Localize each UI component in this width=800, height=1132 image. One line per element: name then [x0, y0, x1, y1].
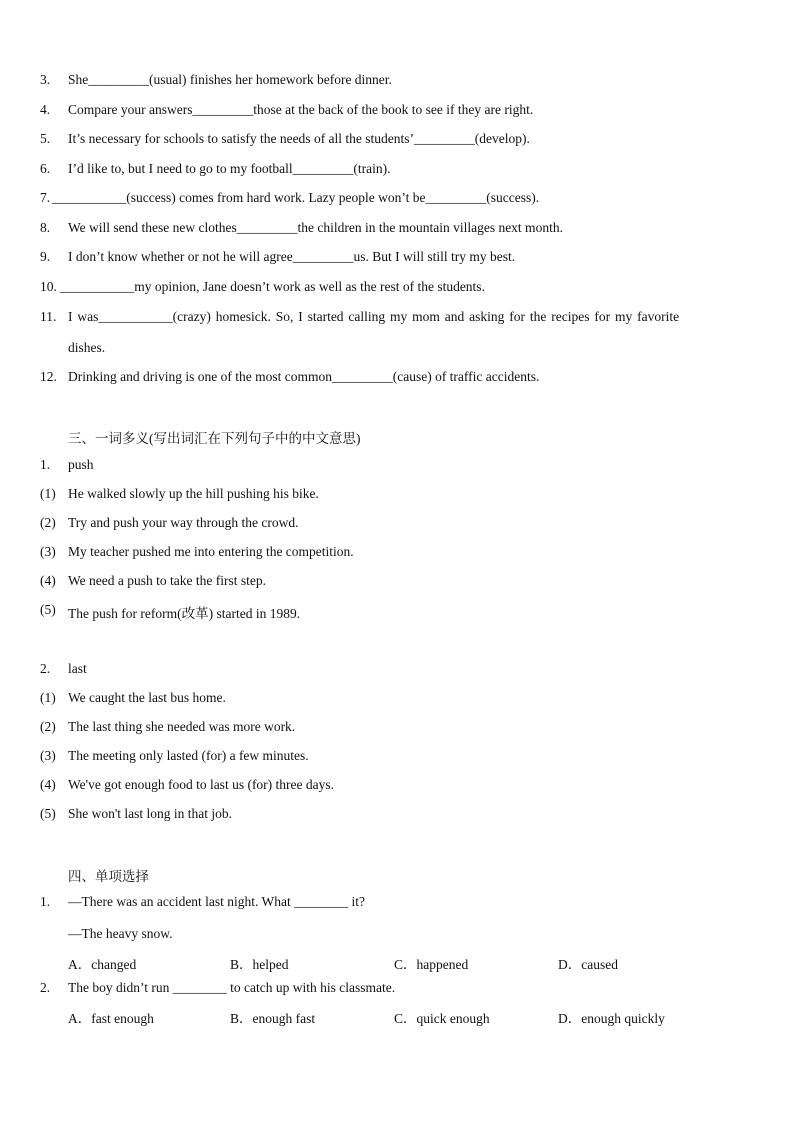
example-sentence: We caught the last bus home. — [68, 690, 226, 705]
item-number: 2. — [40, 661, 51, 676]
section-heading: 四、单项选择 — [68, 869, 149, 884]
item-number: 10. — [40, 279, 57, 294]
example-sentence: The push for reform(改革) started in 1989. — [68, 606, 301, 621]
vocab-word: push — [68, 457, 94, 472]
question-number: 1. — [40, 894, 51, 909]
vocab-word: last — [68, 661, 87, 676]
choice-c[interactable]: C．happened — [394, 957, 469, 972]
fill-blank-sentence: I don’t know whether or not he will agree_________us. But I will still try my best. — [68, 249, 516, 264]
fill-blank-sentence: It’s necessary for schools to satisfy the needs of all the students’_________(develop). — [68, 131, 530, 146]
fill-blank-sentence: Drinking and driving is one of the most common_________(cause) of traffic accidents. — [68, 369, 540, 384]
item-number: 7. — [40, 190, 51, 205]
example-sentence: The last thing she needed was more work. — [68, 719, 296, 734]
item-number: 5. — [40, 131, 51, 146]
example-sentence: We've got enough food to last us (for) three days. — [68, 777, 335, 792]
answer-choices — [68, 1007, 748, 1025]
sentence-number: (5) — [40, 806, 56, 821]
question-stem: —There was an accident last night. What ________ it? — [68, 894, 366, 909]
item-number: 9. — [40, 249, 51, 264]
fill-blank-sentence: ___________my opinion, Jane doesn’t work as well as the rest of the students. — [60, 279, 485, 294]
item-number: 11. — [40, 309, 57, 324]
example-sentence: My teacher pushed me into entering the competition. — [68, 544, 354, 559]
fill-blank-sentence: I’d like to, but I need to go to my football_________(train). — [68, 161, 391, 176]
item-number: 3. — [40, 72, 51, 87]
choice-a[interactable]: A．changed — [68, 957, 137, 972]
sentence-number: (4) — [40, 777, 56, 792]
choice-a[interactable]: A．fast enough — [68, 1011, 154, 1026]
fill-blank-sentence: I was___________(crazy) homesick. So, I started calling my mom and asking for the recipes for my favorite — [68, 309, 680, 324]
sentence-number: (3) — [40, 748, 56, 763]
item-number: 1. — [40, 457, 51, 472]
fill-blank-sentence: She_________(usual) finishes her homework before dinner. — [68, 72, 392, 87]
sentence-number: (2) — [40, 719, 56, 734]
sentence-number: (1) — [40, 690, 56, 705]
question-stem: The boy didn’t run ________ to catch up with his classmate. — [68, 980, 396, 995]
fill-blank-sentence-continuation: dishes. — [68, 340, 106, 355]
sentence-number: (2) — [40, 515, 56, 530]
sentence-number: (4) — [40, 573, 56, 588]
fill-blank-sentence: Compare your answers_________those at the back of the book to see if they are right. — [68, 102, 534, 117]
choice-d[interactable]: D．enough quickly — [558, 1011, 665, 1026]
question-stem-reply: —The heavy snow. — [68, 926, 173, 941]
sentence-number: (3) — [40, 544, 56, 559]
section-heading: 三、一词多义(写出词汇在下列句子中的中文意思) — [68, 431, 361, 446]
example-sentence: He walked slowly up the hill pushing his bike. — [68, 486, 319, 501]
choice-b[interactable]: B．enough fast — [230, 1011, 316, 1026]
item-number: 4. — [40, 102, 51, 117]
item-number: 12. — [40, 369, 57, 384]
item-number: 6. — [40, 161, 51, 176]
choice-c[interactable]: C．quick enough — [394, 1011, 490, 1026]
fill-blank-sentence: ___________(success) comes from hard work. Lazy people won’t be_________(success). — [52, 190, 540, 205]
example-sentence: The meeting only lasted (for) a few minutes. — [68, 748, 309, 763]
choice-b[interactable]: B．helped — [230, 957, 289, 972]
example-sentence: Try and push your way through the crowd. — [68, 515, 299, 530]
fill-blank-sentence: We will send these new clothes_________the children in the mountain villages next month. — [68, 220, 563, 235]
sentence-number: (1) — [40, 486, 56, 501]
item-number: 8. — [40, 220, 51, 235]
choice-d[interactable]: D．caused — [558, 957, 618, 972]
question-number: 2. — [40, 980, 51, 995]
answer-choices — [68, 953, 748, 971]
example-sentence: She won't last long in that job. — [68, 806, 233, 821]
example-sentence: We need a push to take the first step. — [68, 573, 266, 588]
sentence-number: (5) — [40, 602, 56, 617]
